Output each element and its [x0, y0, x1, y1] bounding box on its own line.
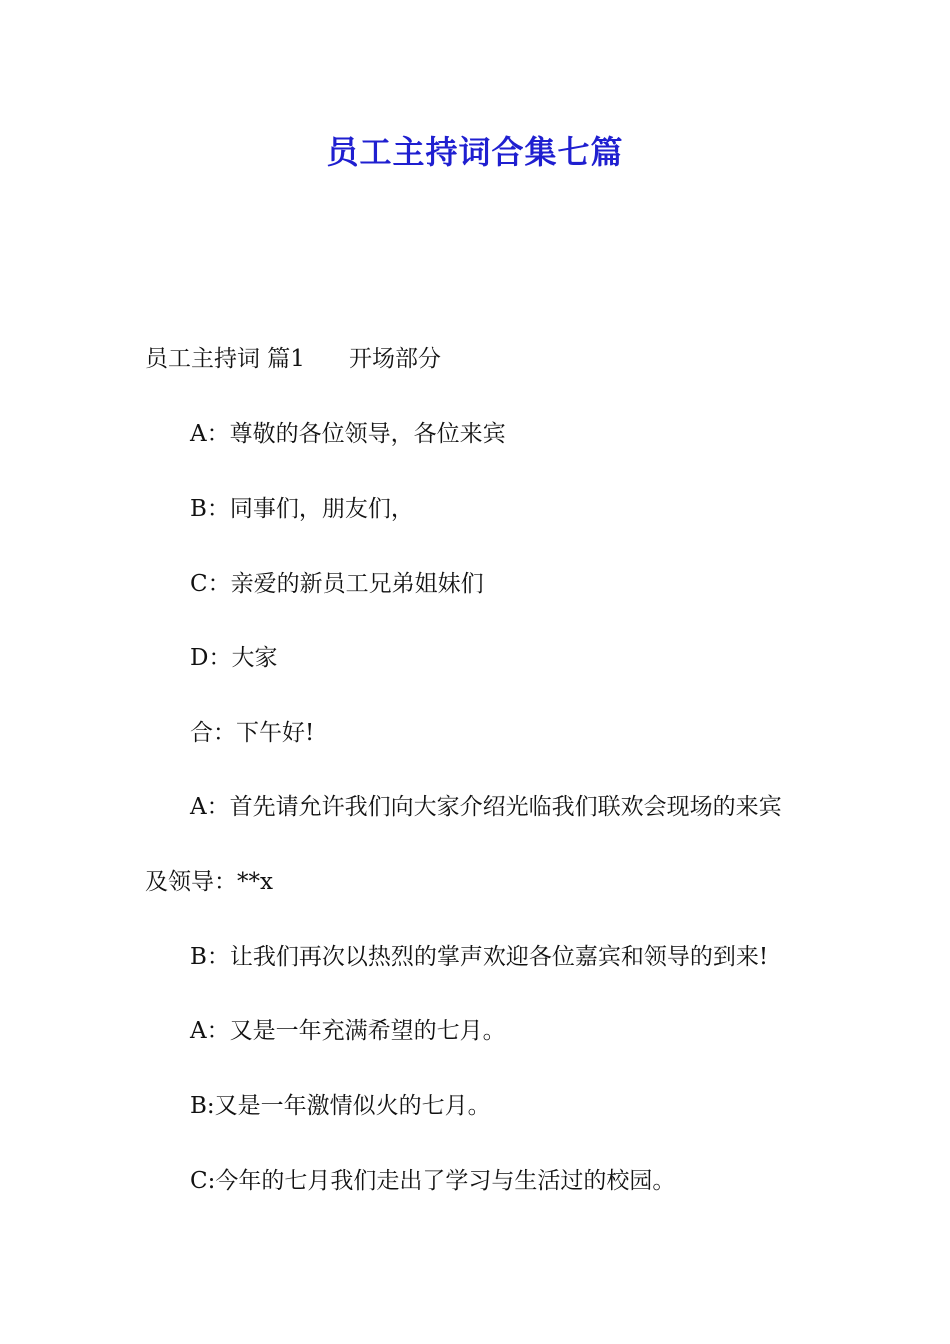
paragraph-line-continued: 及领导：**x	[145, 869, 273, 895]
paragraph-line: C:今年的七月我们走出了学习与生活过的校园。	[190, 1168, 676, 1194]
paragraph-line: B：让我们再次以热烈的掌声欢迎各位嘉宾和领导的到来!	[190, 944, 769, 970]
section-heading-subtitle: 开场部分	[348, 346, 441, 372]
paragraph-line: A：又是一年充满希望的七月。	[190, 1018, 506, 1044]
paragraph-line: A：首先请允许我们向大家介绍光临我们联欢会现场的来宾	[190, 794, 782, 820]
paragraph-line: B:又是一年激情似火的七月。	[190, 1093, 491, 1119]
paragraph-line: 合：下午好!	[190, 720, 315, 746]
paragraph-line: A：尊敬的各位领导，各位来宾	[190, 421, 506, 447]
paragraph-line: B：同事们，朋友们，	[190, 496, 414, 522]
paragraph-line: C：亲爱的新员工兄弟姐妹们	[190, 571, 484, 597]
section-heading-title: 员工主持词 篇1	[145, 346, 305, 372]
paragraph-line: D：大家	[190, 645, 278, 671]
document-title: 员工主持词合集七篇	[326, 133, 624, 171]
section-heading	[145, 342, 825, 376]
